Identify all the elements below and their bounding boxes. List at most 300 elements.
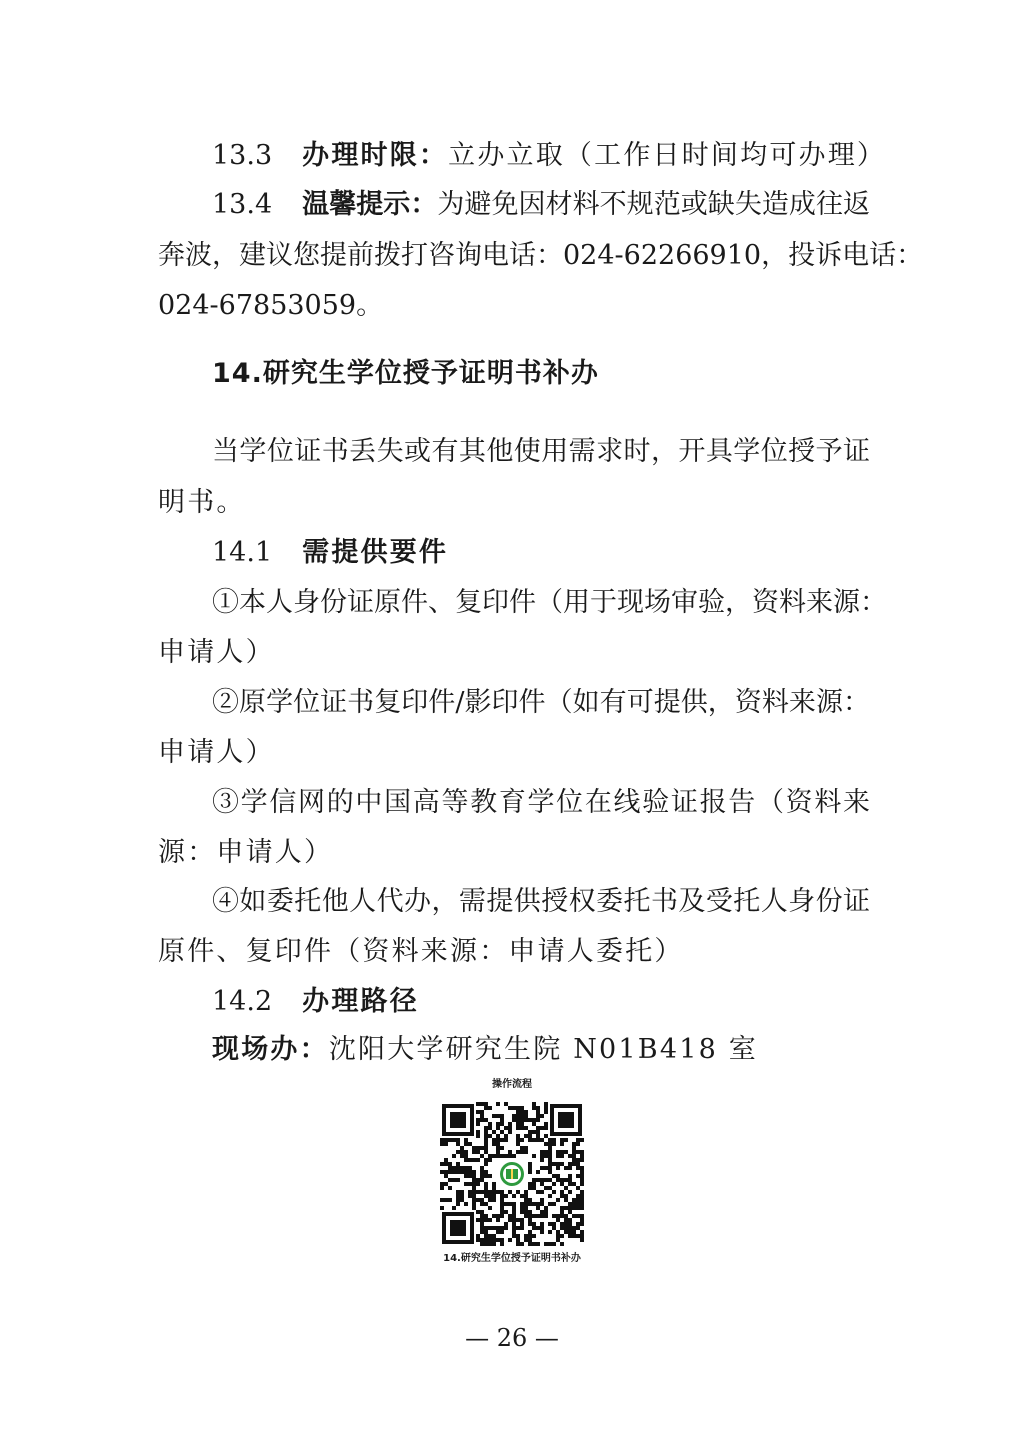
qr-module xyxy=(440,1182,444,1186)
qr-module xyxy=(500,1190,504,1194)
qr-module xyxy=(544,1178,548,1182)
qr-module xyxy=(532,1154,536,1158)
qr-module xyxy=(520,1202,524,1206)
qr-module xyxy=(560,1214,564,1218)
qr-module xyxy=(480,1230,484,1234)
qr-module xyxy=(500,1118,504,1122)
qr-module xyxy=(484,1238,488,1242)
onsite-line xyxy=(212,1030,870,1070)
qr-module xyxy=(576,1186,580,1190)
qr-module xyxy=(532,1202,536,1206)
qr-module xyxy=(460,1170,464,1174)
qr-module xyxy=(556,1174,560,1178)
qr-module xyxy=(468,1170,472,1174)
qr-module xyxy=(540,1226,544,1230)
qr-module xyxy=(484,1146,488,1150)
qr-module xyxy=(564,1226,568,1230)
qr-module xyxy=(536,1226,540,1230)
qr-module xyxy=(536,1110,540,1114)
qr-module xyxy=(572,1198,576,1202)
qr-module xyxy=(544,1186,548,1190)
qr-module xyxy=(560,1222,564,1226)
qr-module xyxy=(488,1126,492,1130)
qr-module xyxy=(516,1106,520,1110)
qr-module xyxy=(564,1194,568,1198)
qr-module xyxy=(580,1202,584,1206)
qr-module xyxy=(552,1138,556,1142)
qr-module xyxy=(512,1118,516,1122)
qr-module xyxy=(580,1218,584,1222)
qr-module xyxy=(456,1162,460,1166)
qr-module xyxy=(520,1122,524,1126)
qr-module xyxy=(536,1130,540,1134)
qr-module xyxy=(512,1194,516,1198)
qr-module xyxy=(460,1190,464,1194)
qr-module xyxy=(568,1162,572,1166)
qr-module xyxy=(500,1146,504,1150)
qr-module xyxy=(560,1206,564,1210)
qr-module xyxy=(492,1242,496,1246)
qr-module xyxy=(524,1150,528,1154)
qr-module xyxy=(568,1234,572,1238)
qr-module xyxy=(544,1242,548,1246)
qr-module xyxy=(464,1138,468,1142)
qr-module xyxy=(512,1222,516,1226)
qr-module xyxy=(476,1130,480,1134)
qr-module xyxy=(540,1114,544,1118)
qr-module xyxy=(556,1238,560,1242)
qr-module xyxy=(560,1226,564,1230)
qr-module xyxy=(576,1234,580,1238)
qr-module xyxy=(496,1134,500,1138)
qr-module xyxy=(568,1154,572,1158)
qr-module xyxy=(516,1190,520,1194)
qr-module xyxy=(540,1166,544,1170)
qr-module xyxy=(572,1202,576,1206)
qr-module xyxy=(444,1162,448,1166)
qr-module xyxy=(548,1194,552,1198)
requirement-4-line-1: ④如委托他人代办，需提供授权委托书及受托人身份证 xyxy=(212,886,870,917)
qr-module xyxy=(472,1150,476,1154)
qr-module xyxy=(512,1210,516,1214)
qr-module xyxy=(544,1134,548,1138)
qr-module xyxy=(556,1234,560,1238)
qr-module xyxy=(492,1142,496,1146)
qr-module xyxy=(524,1238,528,1242)
qr-module xyxy=(472,1178,476,1182)
qr-module xyxy=(520,1218,524,1222)
qr-module xyxy=(496,1142,500,1146)
qr-module xyxy=(516,1114,520,1118)
qr-module xyxy=(576,1138,580,1142)
qr-module xyxy=(480,1202,484,1206)
qr-module xyxy=(544,1206,548,1210)
qr-module xyxy=(532,1130,536,1134)
qr-module xyxy=(568,1210,572,1214)
qr-module xyxy=(572,1142,576,1146)
qr-module xyxy=(568,1202,572,1206)
qr-module xyxy=(476,1178,480,1182)
qr-module xyxy=(488,1198,492,1202)
qr-module xyxy=(484,1170,488,1174)
qr-module xyxy=(520,1210,524,1214)
qr-code-icon[interactable] xyxy=(440,1102,584,1246)
qr-module xyxy=(456,1194,460,1198)
qr-module xyxy=(572,1162,576,1166)
qr-module xyxy=(556,1218,560,1222)
qr-module xyxy=(508,1126,512,1130)
qr-module xyxy=(576,1194,580,1198)
qr-module xyxy=(576,1158,580,1162)
qr-module xyxy=(556,1166,560,1170)
qr-module xyxy=(480,1114,484,1118)
qr-module xyxy=(540,1126,544,1130)
qr-module xyxy=(444,1198,448,1202)
qr-module xyxy=(528,1166,532,1170)
qr-module xyxy=(500,1114,504,1118)
qr-module xyxy=(544,1210,548,1214)
qr-module xyxy=(572,1230,576,1234)
qr-module xyxy=(524,1234,528,1238)
qr-module xyxy=(552,1190,556,1194)
qr-module xyxy=(512,1230,516,1234)
item-number: 13.4 xyxy=(212,189,273,220)
qr-module xyxy=(524,1118,528,1122)
qr-module xyxy=(484,1142,488,1146)
qr-module xyxy=(580,1194,584,1198)
qr-module xyxy=(572,1234,576,1238)
qr-module xyxy=(500,1130,504,1134)
qr-module xyxy=(568,1166,572,1170)
qr-module xyxy=(472,1190,476,1194)
qr-module xyxy=(440,1186,444,1190)
requirement-2-line-1: ②原学位证书复印件/影印件（如有可提供，资料来源： xyxy=(212,687,870,718)
qr-module xyxy=(532,1118,536,1122)
qr-module xyxy=(480,1238,484,1242)
requirement-3-line-2: 源：申请人） xyxy=(158,837,334,868)
qr-module xyxy=(536,1170,540,1174)
qr-module xyxy=(472,1194,476,1198)
qr-module xyxy=(548,1178,552,1182)
qr-module xyxy=(528,1182,532,1186)
qr-module xyxy=(580,1154,584,1158)
qr-module xyxy=(560,1210,564,1214)
qr-module xyxy=(492,1198,496,1202)
qr-module xyxy=(512,1154,516,1158)
qr-module xyxy=(508,1214,512,1218)
qr-module xyxy=(544,1142,548,1146)
qr-module xyxy=(580,1238,584,1242)
qr-module xyxy=(520,1226,524,1230)
qr-module xyxy=(484,1174,488,1178)
qr-module xyxy=(576,1222,580,1226)
qr-module xyxy=(564,1166,568,1170)
qr-module xyxy=(548,1162,552,1166)
qr-module xyxy=(560,1190,564,1194)
qr-module xyxy=(496,1122,500,1126)
qr-module xyxy=(524,1206,528,1210)
qr-module xyxy=(552,1142,556,1146)
qr-module xyxy=(524,1134,528,1138)
qr-module xyxy=(564,1214,568,1218)
qr-module xyxy=(444,1182,448,1186)
qr-module xyxy=(516,1142,520,1146)
qr-module xyxy=(452,1166,456,1170)
item-13-4-line3: 024-67853059。 xyxy=(158,290,384,321)
qr-module xyxy=(484,1106,488,1110)
qr-module xyxy=(448,1166,452,1170)
qr-module xyxy=(564,1186,568,1190)
item-number: 13.3 xyxy=(212,140,273,171)
qr-module xyxy=(508,1150,512,1154)
qr-module xyxy=(560,1182,564,1186)
qr-module xyxy=(456,1170,460,1174)
qr-module xyxy=(508,1190,512,1194)
qr-finder-top-right xyxy=(550,1104,582,1136)
qr-module xyxy=(516,1118,520,1122)
item-14-1 xyxy=(212,533,870,573)
qr-module xyxy=(520,1110,524,1114)
qr-module xyxy=(528,1214,532,1218)
qr-module xyxy=(544,1154,548,1158)
qr-module xyxy=(448,1186,452,1190)
qr-module xyxy=(536,1214,540,1218)
qr-module xyxy=(472,1170,476,1174)
qr-module xyxy=(476,1182,480,1186)
qr-module xyxy=(532,1122,536,1126)
qr-module xyxy=(568,1178,572,1182)
qr-module xyxy=(492,1182,496,1186)
qr-module xyxy=(580,1174,584,1178)
qr-module xyxy=(568,1218,572,1222)
qr-module xyxy=(512,1114,516,1118)
qr-module xyxy=(460,1198,464,1202)
qr-module xyxy=(484,1226,488,1230)
qr-module xyxy=(540,1202,544,1206)
qr-module xyxy=(460,1154,464,1158)
qr-module xyxy=(580,1198,584,1202)
qr-module xyxy=(564,1230,568,1234)
qr-module xyxy=(492,1214,496,1218)
qr-module xyxy=(472,1198,476,1202)
qr-module xyxy=(516,1226,520,1230)
qr-module xyxy=(464,1170,468,1174)
qr-module xyxy=(556,1178,560,1182)
qr-module xyxy=(552,1214,556,1218)
qr-module xyxy=(480,1242,484,1246)
qr-module xyxy=(524,1146,528,1150)
qr-module xyxy=(540,1150,544,1154)
qr-module xyxy=(456,1142,460,1146)
qr-module xyxy=(488,1174,492,1178)
qr-module xyxy=(532,1186,536,1190)
qr-module xyxy=(540,1154,544,1158)
qr-module xyxy=(556,1162,560,1166)
qr-module xyxy=(500,1122,504,1126)
qr-module xyxy=(572,1150,576,1154)
qr-module xyxy=(560,1138,564,1142)
qr-module xyxy=(552,1202,556,1206)
qr-module xyxy=(480,1226,484,1230)
qr-module xyxy=(548,1166,552,1170)
qr-module xyxy=(536,1126,540,1130)
qr-module xyxy=(560,1154,564,1158)
qr-module xyxy=(568,1206,572,1210)
qr-module xyxy=(480,1178,484,1182)
qr-module xyxy=(532,1106,536,1110)
qr-module xyxy=(576,1150,580,1154)
qr-module xyxy=(576,1174,580,1178)
qr-module xyxy=(452,1178,456,1182)
qr-module xyxy=(464,1182,468,1186)
qr-module xyxy=(500,1206,504,1210)
qr-module xyxy=(488,1106,492,1110)
qr-module xyxy=(484,1134,488,1138)
qr-module xyxy=(512,1206,516,1210)
qr-module xyxy=(572,1226,576,1230)
qr-module xyxy=(536,1178,540,1182)
qr-module xyxy=(572,1182,576,1186)
qr-module xyxy=(540,1158,544,1162)
qr-module xyxy=(468,1174,472,1178)
qr-module xyxy=(496,1102,500,1106)
qr-module xyxy=(468,1158,472,1162)
qr-module xyxy=(520,1106,524,1110)
qr-module xyxy=(528,1134,532,1138)
onsite-label: 现场办： xyxy=(212,1034,329,1065)
qr-module xyxy=(484,1242,488,1246)
qr-module xyxy=(568,1190,572,1194)
qr-module xyxy=(496,1146,500,1150)
item-label: 需提供要件 xyxy=(302,537,449,568)
qr-module xyxy=(580,1214,584,1218)
qr-module xyxy=(504,1134,508,1138)
qr-module xyxy=(560,1242,564,1246)
qr-module xyxy=(484,1234,488,1238)
qr-module xyxy=(488,1190,492,1194)
qr-module xyxy=(504,1210,508,1214)
qr-module xyxy=(460,1194,464,1198)
qr-module xyxy=(528,1210,532,1214)
qr-module xyxy=(516,1234,520,1238)
qr-module xyxy=(484,1138,488,1142)
qr-module xyxy=(492,1190,496,1194)
qr-module xyxy=(492,1130,496,1134)
qr-module xyxy=(536,1118,540,1122)
qr-module xyxy=(456,1202,460,1206)
qr-module xyxy=(464,1166,468,1170)
qr-module xyxy=(492,1234,496,1238)
item-number: 14.1 xyxy=(212,537,273,568)
qr-module xyxy=(500,1194,504,1198)
qr-module xyxy=(544,1166,548,1170)
qr-module xyxy=(540,1230,544,1234)
qr-module xyxy=(504,1102,508,1106)
qr-module xyxy=(480,1222,484,1226)
qr-module xyxy=(456,1150,460,1154)
qr-module xyxy=(476,1158,480,1162)
qr-module xyxy=(524,1202,528,1206)
qr-module xyxy=(540,1182,544,1186)
qr-module xyxy=(476,1118,480,1122)
qr-module xyxy=(472,1146,476,1150)
qr-module xyxy=(480,1102,484,1106)
section-heading: 14.研究生学位授予证明书补办 xyxy=(212,358,599,389)
qr-module xyxy=(532,1214,536,1218)
qr-module xyxy=(576,1202,580,1206)
item-text: 为避免因材料不规范或缺失造成往返 xyxy=(437,189,870,220)
qr-module xyxy=(488,1242,492,1246)
qr-module xyxy=(488,1206,492,1210)
qr-module xyxy=(488,1238,492,1242)
qr-module xyxy=(468,1182,472,1186)
qr-module xyxy=(580,1158,584,1162)
qr-module xyxy=(528,1198,532,1202)
qr-module xyxy=(484,1118,488,1122)
qr-module xyxy=(484,1186,488,1190)
qr-module xyxy=(484,1130,488,1134)
qr-module xyxy=(472,1174,476,1178)
qr-module xyxy=(536,1106,540,1110)
qr-module xyxy=(544,1150,548,1154)
qr-module xyxy=(556,1230,560,1234)
qr-module xyxy=(540,1178,544,1182)
qr-module xyxy=(556,1154,560,1158)
qr-module xyxy=(440,1138,444,1142)
qr-module xyxy=(524,1214,528,1218)
intro-line-1: 当学位证书丢失或有其他使用需求时，开具学位授予证 xyxy=(212,436,870,467)
qr-module xyxy=(548,1146,552,1150)
qr-module xyxy=(580,1182,584,1186)
qr-module xyxy=(536,1138,540,1142)
qr-module xyxy=(532,1242,536,1246)
qr-module xyxy=(560,1162,564,1166)
qr-module xyxy=(548,1186,552,1190)
qr-module xyxy=(544,1106,548,1110)
qr-module xyxy=(548,1170,552,1174)
qr-module xyxy=(516,1218,520,1222)
qr-module xyxy=(496,1230,500,1234)
qr-module xyxy=(480,1170,484,1174)
qr-module xyxy=(524,1110,528,1114)
qr-module xyxy=(444,1138,448,1142)
qr-module xyxy=(500,1202,504,1206)
qr-module xyxy=(516,1110,520,1114)
qr-module xyxy=(504,1138,508,1142)
qr-module xyxy=(568,1182,572,1186)
qr-module xyxy=(476,1146,480,1150)
qr-module xyxy=(576,1162,580,1166)
qr-module xyxy=(540,1210,544,1214)
qr-module xyxy=(560,1178,564,1182)
qr-module xyxy=(476,1198,480,1202)
requirement-1-line-1: ①本人身份证原件、复印件（用于现场审验，资料来源： xyxy=(212,587,887,618)
qr-module xyxy=(476,1110,480,1114)
qr-module xyxy=(580,1150,584,1154)
qr-module xyxy=(580,1190,584,1194)
qr-module xyxy=(456,1178,460,1182)
qr-module xyxy=(476,1210,480,1214)
qr-module xyxy=(516,1150,520,1154)
intro-line-2: 明书。 xyxy=(158,487,246,518)
qr-module xyxy=(536,1134,540,1138)
qr-module xyxy=(512,1106,516,1110)
qr-caption-top: 操作流程 xyxy=(492,1079,532,1090)
qr-finder-top-left xyxy=(442,1104,474,1136)
qr-module xyxy=(500,1210,504,1214)
qr-module xyxy=(540,1138,544,1142)
qr-module xyxy=(512,1226,516,1230)
